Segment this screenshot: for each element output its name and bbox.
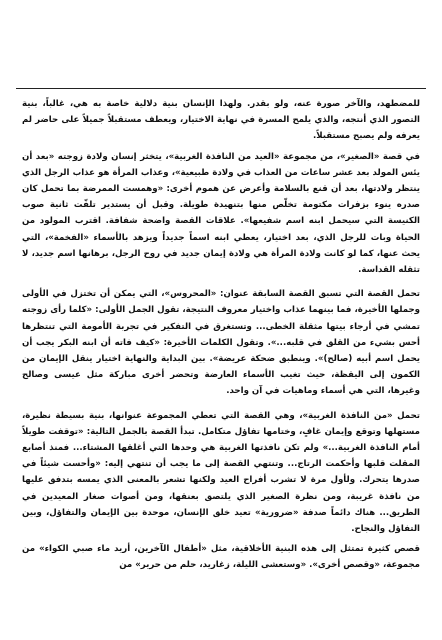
paragraph-4: تحمل «من النافذة الغربية»، وهي القصة التي تعطي المجموعة عنوانها، بنية بسيطة نظيرة، مستهلها وتوقع وإيمان غافٍ، وختامها تفاؤل متكامل. تبدأ القصة بالجمل التالية: «توقفت طويلاً أمام النافذة الغربية...» ولم تكن نافذتها الغربية هي وحدها التي أغلقها المشتاء... فمنذ أصابع المقلت قلبها وأحكمت الرتاج... وتنتهي القصة إلى ما يجب أن تنتهي إليه: «وأحست شيئاً في صدرها يتحرك. ولأول مرة لا تشرب أفراح العيد ولكنها تشعر بالمعنى الذي يمسه بتدفق عليها من نافذة غريبة، ومن نظرة الصغير الذي يلتصق بعنقها، ومن أصوات صغار المعيدين في الطريق... هناك دائماً صدفة «ضرورية» تعيد خلق الإنسان، موحدة بين الإيمان والتفاؤل، وبين التفاؤل والنجاح. bbox=[22, 410, 420, 535]
paragraph-1: للمضطهد، والآخر صورة عنه، ولو بقدر. ولهذا الإنسان بنية دلالية خاصة به هي، غالباً، بنية التصور الذي أنتجه، والذي يلمح المسرة في نهاية الاختيار، ويعطف مستقبلاً جميلاً على حاضر لم يعرفه ولم يصبح مستقبلاً. bbox=[22, 99, 420, 142]
paragraph-3: تحمل القصة التي تسبق القصة السابقة عنوان: «المحروس»، التي يمكن أن تختزل في الأولى وجملها الأخيرة، فما بينهما عذاب واختيار معروف النتيجة، تقول الجمل الأولى: «كلما رأى زوجته تمشي في أرجاء بيتها مثقلة الخطى... وتستغرق في التفكير في تجربة الأمومة التي تنتظرها أحس بشيء من القلق في قلبه...». وتقول الكلمات الأخيرة: «كيف فاته أن ابنه البكر يجب أن يحمل اسم أبيه (صالح)». وينطبق ضحكة عريضة». بين البداية والنهاية اختيار ينقل الإيمان من الكمون إلى اليقظة، حيث تغيب الأسماء العارضة وتحضر أخرى مباركة مثل عيسى وصالح وغيرها، التي هي أسماء وماهيات في آن واحد. bbox=[22, 289, 420, 397]
article-body bbox=[22, 96, 420, 578]
header-divider bbox=[16, 88, 426, 89]
paragraph-5: قصص كثيرة تمتثل إلى هذه البنية الأخلاقية، مثل «أطفال الآخرين، أريد ماء صبي الكواء» من مجموعة، «وقصص أخرى». «وستعشى الليلة، زغاريد، حلم من حرير» من bbox=[22, 544, 420, 571]
paragraph-2: في قصة «الصغير»، من مجموعة «العيد من النافذة الغربية»، يتخثر إنسان ولادة زوجته «بعد أن يئس المولد بعد عشر ساعات من العذاب في ولادة طبيعية»، وعذاب المرأة هو عذاب الرجل الذي ينتظر ولادتها، بعد أن قنع بالسلامة وأعرض عن هموم أخرى: «وهمست الممرضة بما تحمل كان صدره ينوء بزفرات مكتومة تخلّص منها بتنهيدة طويلة. وقبل أن يستدير تلفّت ثانية صوب الكنيسة التي سيحمل ابنه اسم شفيعها». علاقات القصة واضحة شفافة. اقترب المولود من الحياة وبات للرجل الذي، بعد اختيار، يعطي ابنه اسماً جديداً ويزهد بالأسماء «الفخمة»، التي يحث عنها، كما لو كانت ولادة المرأة هي ولادة إيمان جديد في روح الرجل، برهانها اسم جديد، لا تثقله القداسة. bbox=[22, 151, 420, 276]
